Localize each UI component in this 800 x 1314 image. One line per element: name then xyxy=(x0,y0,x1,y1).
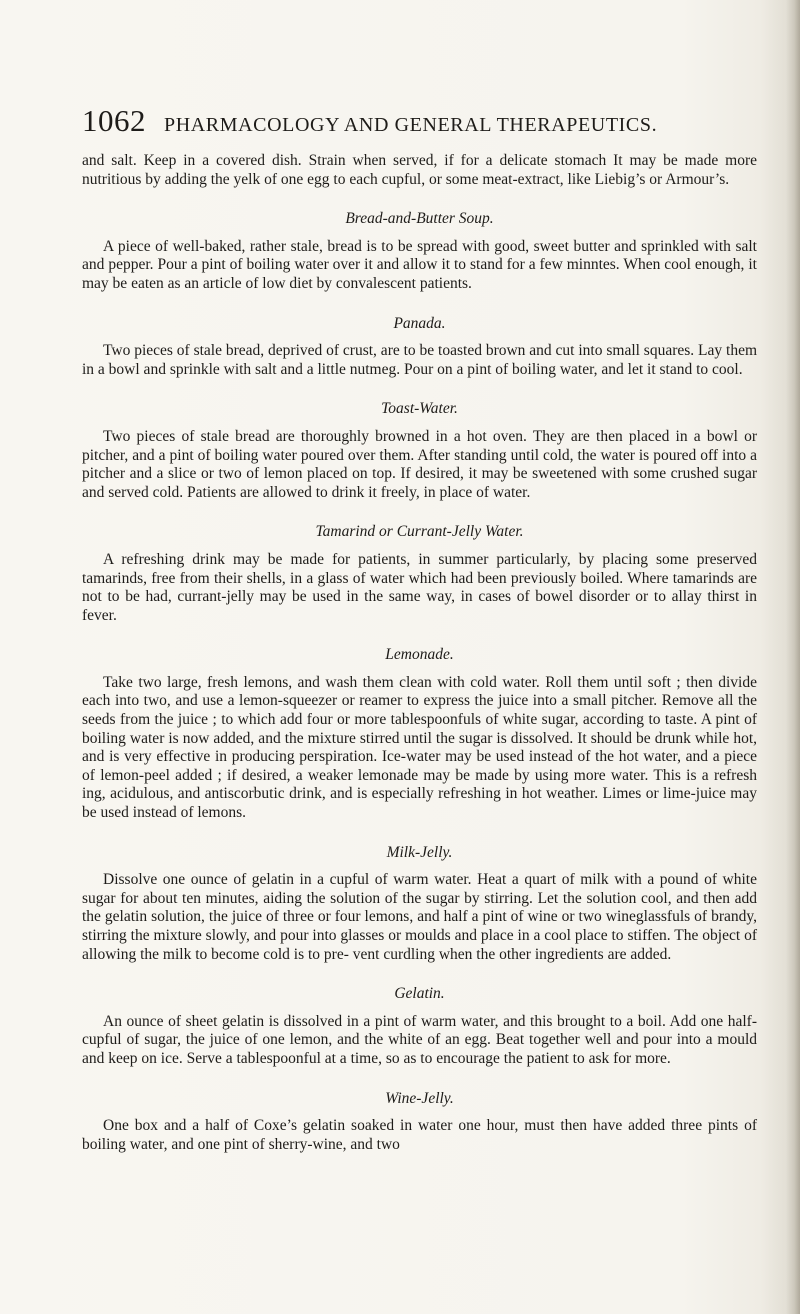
recipe-heading-wine-jelly: Wine-Jelly. xyxy=(385,1089,454,1107)
recipe-heading-lemonade: Lemonade. xyxy=(385,646,454,664)
page-body xyxy=(82,152,757,1154)
continued-paragraph: and salt. Keep in a covered dish. Strain when served, if for a delicate stomach It may be made more nutritious by adding the yelk of one egg to each cupful, or some meat-extract, like Liebig’s or Armour’s. xyxy=(82,152,757,188)
recipe-text-wine-jelly: One box and a half of Coxe’s gelatin soaked in water one hour, must then have added three pints of boiling water, and one pint of sherry-wine, and two xyxy=(82,1117,757,1153)
page-edge-shadow xyxy=(786,0,800,1314)
recipe-text-tamarind-water: A refreshing drink may be made for patients, in summer particularly, by placing some preserved tamarinds, free from their shells, in a glass of water which had been previously boiled. Where tamarinds are not to be had, currant-jelly may be used in the same way, in cases of bowel disorder or to allay thirst in fever. xyxy=(82,550,757,624)
page-number: 1062 xyxy=(82,103,146,138)
recipe-text-lemonade: Take two large, fresh lemons, and wash them clean with cold water. Roll them until soft ; then divide each into two, and use a lemon-squeezer or reamer to express the juice into a small pitcher. Remove all the seeds from the juice ; to which add four or more tablespoonfuls of white sugar, according to taste. A pint of boiling water is now added, and the mixture stirred until the sugar is dissolved. It should be drunk while hot, and is very effective in producing perspiration. Ice-water may be used instead of the hot water, and a piece of lemon-peel added ; if desired, a weaker lemonade may be made by using more water. This is a refresh ing, acidulous, and antiscorbutic drink, and is especially refreshing in hot weather. Limes or lime-juice may be used instead of lemons. xyxy=(82,673,757,822)
recipe-heading-toast-water: Toast-Water. xyxy=(381,400,458,418)
recipe-text-milk-jelly: Dissolve one ounce of gelatin in a cupful of warm water. Heat a quart of milk with a pound of white sugar for about ten minutes, aiding the solution of the sugar by stirring. Let the solution cool, and then add the gelatin solution, the juice of three or four lemons, and half a pint of wine or two wineglassfuls of brandy, stirring the mixture slowly, and pour into glasses or moulds and place in a cool place to stiffen. The object of allowing the milk to become cold is to pre- vent curdling when the other ingredients are added. xyxy=(82,871,757,963)
running-head: PHARMACOLOGY AND GENERAL THERAPEUTICS. xyxy=(164,114,658,136)
page-header xyxy=(82,103,760,139)
recipe-text-toast-water: Two pieces of stale bread are thoroughly browned in a hot oven. They are then placed in a bowl or pitcher, and a pint of boiling water poured over them. After standing until cold, the water is poured off into a pitcher and a slice or two of lemon placed on top. If desired, it may be sweetened with some crushed sugar and served cold. Patients are allowed to drink it freely, in place of water. xyxy=(82,427,757,501)
recipe-text-panada: Two pieces of stale bread, deprived of crust, are to be toasted brown and cut into small squares. Lay them in a bowl and sprinkle with salt and a little nutmeg. Pour on a pint of boiling water, and let it stand to cool. xyxy=(82,342,758,378)
recipe-text-bread-and-butter-soup: A piece of well-baked, rather stale, bread is to be spread with good, sweet butter and sprinkled with salt and pepper. Pour a pint of boiling water over it and allow it to stand for a few minntes. When cool enough, it may be eaten as an article of low diet by convalescent patients. xyxy=(82,237,757,292)
recipe-text-gelatin: An ounce of sheet gelatin is dissolved in a pint of warm water, and this brought to a boil. Add one half-cupful of sugar, the juice of one lemon, and the white of an egg. Beat together well and pour into a mould and keep on ice. Serve a tablespoonful at a time, so as to encourage the patient to ask for more. xyxy=(82,1012,757,1067)
recipe-heading-tamarind-water: Tamarind or Currant-Jelly Water. xyxy=(315,523,524,541)
recipe-heading-gelatin: Gelatin. xyxy=(394,985,445,1003)
recipe-heading-panada: Panada. xyxy=(393,314,446,332)
recipe-heading-milk-jelly: Milk-Jelly. xyxy=(386,843,453,861)
recipe-heading-bread-and-butter-soup: Bread-and-Butter Soup. xyxy=(345,210,494,228)
